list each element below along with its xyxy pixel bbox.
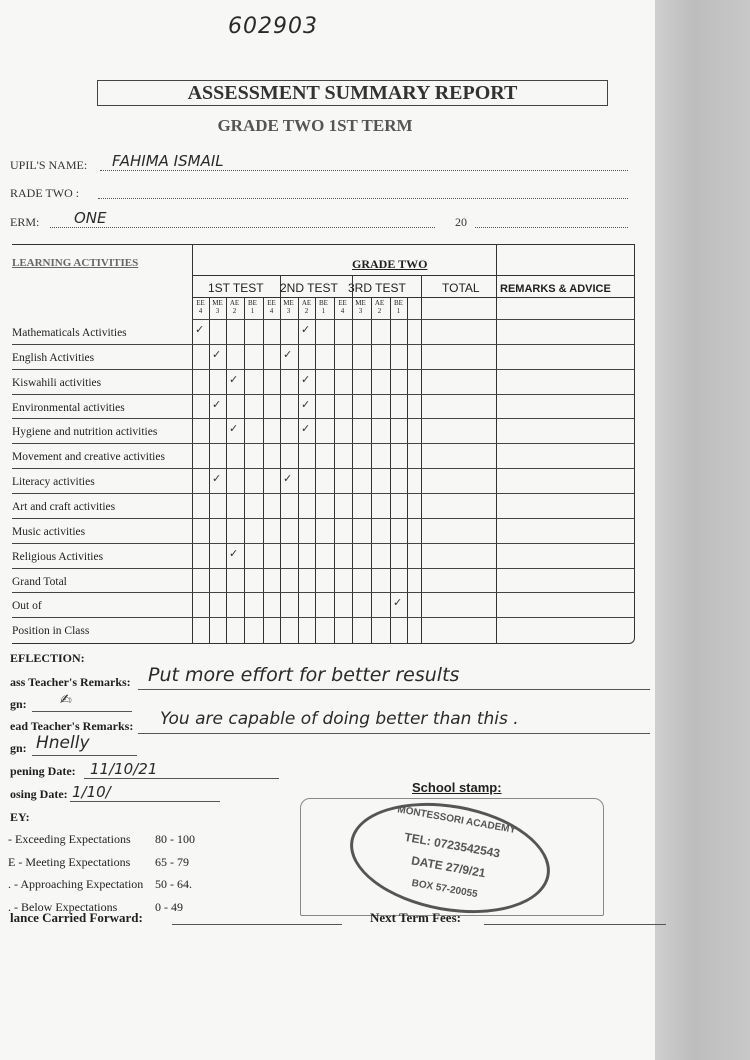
opening-date-line xyxy=(84,778,279,779)
opening-date-label: pening Date: xyxy=(10,764,76,778)
sub-code-label: BE xyxy=(319,299,328,307)
head-teacher-remarks-label: ead Teacher's Remarks: xyxy=(10,719,134,733)
tick-mark-icon: ✓ xyxy=(212,397,222,411)
grid-vline-sub-9 xyxy=(371,297,372,643)
next-term-fees-line xyxy=(484,924,666,925)
stamp-box xyxy=(300,798,604,916)
tick-mark-icon: ✓ xyxy=(301,422,311,436)
sub-code-label: ME xyxy=(355,299,366,307)
sub-code-number: 2 xyxy=(232,307,237,315)
sub-code-6 xyxy=(298,299,315,315)
activity-label: English Activities xyxy=(12,351,95,364)
activity-label: Literacy activities xyxy=(12,476,95,489)
school-stamp-label: School stamp: xyxy=(412,780,502,795)
sub-code-7 xyxy=(315,299,332,315)
tick-mark-icon: ✓ xyxy=(212,472,222,486)
grid-vline-sub-0 xyxy=(209,297,210,643)
term-value: ONE xyxy=(74,209,107,227)
tick-mark-icon: ✓ xyxy=(393,596,403,610)
grid-hline-tests xyxy=(192,297,634,298)
sign-2-signature: Hnelly xyxy=(36,733,90,753)
tick-mark-icon: ✓ xyxy=(301,323,311,336)
year-label: 20 xyxy=(455,215,467,229)
activity-label: Grand Total xyxy=(12,575,67,588)
grid-row-line-8 xyxy=(12,518,634,519)
grid-vline-sub-6 xyxy=(315,297,316,643)
sub-code-label: EE xyxy=(267,299,276,307)
document-number: 602903 xyxy=(228,14,318,39)
grid-vline-sub-2 xyxy=(244,297,245,643)
tick-mark-icon: ✓ xyxy=(301,397,311,411)
activity-label: Religious Activities xyxy=(12,550,104,563)
sign-1-line xyxy=(32,711,132,712)
stamp-box-number: BOX 57-20055 xyxy=(410,877,479,901)
sub-code-10 xyxy=(371,299,388,315)
grid-row-line-3 xyxy=(12,394,634,395)
activity-label: Music activities xyxy=(12,525,86,538)
grid-row-line-7 xyxy=(12,493,634,494)
pupil-name-value: FAHIMA ISMAIL xyxy=(112,152,224,170)
grade-line xyxy=(98,198,628,199)
sub-code-1 xyxy=(209,299,226,315)
grid-vline-sub-5 xyxy=(298,297,299,643)
key-label: EY: xyxy=(10,810,30,824)
closing-date-value: 1/10/ xyxy=(72,783,111,801)
sub-code-number: 1 xyxy=(250,307,255,315)
key-item-range: 0 - 49 xyxy=(155,899,183,914)
sign-1-signature: ✍ xyxy=(60,692,72,708)
sign-2-label: gn: xyxy=(10,741,27,755)
stamp-phone: TEL: 0723542543 xyxy=(403,829,502,861)
term-line xyxy=(50,227,435,228)
year-line xyxy=(475,227,628,228)
sub-code-label: BE xyxy=(248,299,257,307)
report-title: ASSESSMENT SUMMARY REPORT xyxy=(97,80,608,106)
report-subtitle: GRADE TWO 1ST TERM xyxy=(217,116,413,135)
grid-vline-sub-1 xyxy=(226,297,227,643)
grid-row-line-4 xyxy=(12,418,634,419)
tick-mark-icon: ✓ xyxy=(301,372,311,386)
term-label: ERM: xyxy=(10,215,40,229)
key-item-label: . - Below Expectations xyxy=(8,899,118,914)
activity-label: Environmental activities xyxy=(12,401,125,414)
grid-vline-sub-3 xyxy=(263,297,264,643)
stamp-school-name: MONTESSORI ACADEMY xyxy=(396,804,517,836)
sign-2-line xyxy=(32,755,137,756)
closing-date-line xyxy=(70,801,220,802)
grid-vline-sub-7 xyxy=(334,297,335,643)
key-item-range: 65 - 79 xyxy=(155,854,189,869)
sub-code-0 xyxy=(192,299,209,315)
grid-row-line-5 xyxy=(12,443,634,444)
class-teacher-remarks-label: ass Teacher's Remarks: xyxy=(10,675,131,689)
sub-code-9 xyxy=(352,299,369,315)
class-teacher-remarks-line xyxy=(138,689,650,690)
sub-code-label: AE xyxy=(374,299,385,307)
sub-code-number: 4 xyxy=(340,307,345,315)
tick-mark-icon: ✓ xyxy=(229,546,239,560)
pupil-name-label: UPIL'S NAME: xyxy=(10,158,88,172)
sub-code-number: 2 xyxy=(304,307,309,315)
grid-vline-test-sep-1 xyxy=(352,275,353,643)
page-edge-shadow xyxy=(655,0,750,1060)
sub-code-number: 4 xyxy=(198,307,203,315)
activity-label: Mathematicals Activities xyxy=(12,327,127,339)
stamp-date: DATE 27/9/21 xyxy=(410,853,487,881)
head-teacher-remarks-value: You are capable of doing better than this . xyxy=(160,709,519,729)
key-item-label: - Exceeding Expectations xyxy=(8,832,131,846)
activity-label: Movement and creative activities xyxy=(12,451,165,464)
opening-date-value: 11/10/21 xyxy=(90,760,158,778)
grid-row-line-12 xyxy=(12,617,634,618)
sub-code-2 xyxy=(226,299,243,315)
grid-row-line-2 xyxy=(12,369,634,370)
head-teacher-remarks-line xyxy=(138,733,650,734)
grade-two-header: GRADE TWO xyxy=(352,257,428,271)
sub-code-label: AE xyxy=(229,299,240,307)
activity-label: Art and craft activities xyxy=(12,500,116,513)
total-header: TOTAL xyxy=(442,281,480,295)
tick-mark-icon: ✓ xyxy=(229,372,239,386)
assessment-table xyxy=(12,244,635,644)
tick-mark-icon: ✓ xyxy=(283,472,293,486)
sub-code-number: 1 xyxy=(321,307,326,315)
sub-code-label: EE xyxy=(338,299,347,307)
sub-code-label: BE xyxy=(394,299,403,307)
class-teacher-remarks-value: Put more effort for better results xyxy=(148,664,460,686)
sub-code-number: 3 xyxy=(358,307,363,315)
grid-row-line-6 xyxy=(12,468,634,469)
activities-header: LEARNING ACTIVITIES xyxy=(12,257,139,269)
reflection-label: EFLECTION: xyxy=(10,651,85,665)
test-header-2: 2ND TEST xyxy=(280,281,338,295)
grid-row-line-9 xyxy=(12,543,634,544)
sub-code-11 xyxy=(390,299,407,315)
balance-carried-forward-label: lance Carried Forward: xyxy=(10,910,143,925)
tick-mark-icon: ✓ xyxy=(283,347,293,361)
activity-label: Kiswahili activities xyxy=(12,376,102,389)
grid-vline-sub-10 xyxy=(390,297,391,643)
sub-code-8 xyxy=(334,299,351,315)
key-item-range: 80 - 100 xyxy=(155,832,195,846)
key-item-label: . - Approaching Expectation xyxy=(8,877,144,891)
grid-vline-sub-11 xyxy=(407,297,408,643)
grid-vline-total xyxy=(421,275,422,643)
grid-row-line-0 xyxy=(192,319,634,320)
grid-row-line-11 xyxy=(12,592,634,593)
remarks-header: REMARKS & ADVICE xyxy=(500,283,611,295)
sub-code-number: 3 xyxy=(215,307,220,315)
sub-code-number: 4 xyxy=(269,307,274,315)
sub-code-number: 3 xyxy=(286,307,291,315)
activity-label: Hygiene and nutrition activities xyxy=(12,426,158,439)
balance-line xyxy=(172,924,342,925)
school-stamp xyxy=(341,788,558,927)
grade-label: RADE TWO : xyxy=(10,186,80,200)
test-header-1: 1ST TEST xyxy=(208,281,264,295)
pupil-name-line xyxy=(100,170,628,171)
test-header-3: 3RD TEST xyxy=(348,281,406,295)
sub-code-3 xyxy=(244,299,261,315)
sign-1-label: gn: xyxy=(10,697,27,711)
grid-hline-grade xyxy=(192,275,634,276)
key-item-label: E - Meeting Expectations xyxy=(8,854,131,869)
sub-code-label: ME xyxy=(212,299,223,307)
tick-mark-icon: ✓ xyxy=(229,422,239,436)
next-term-fees-label: Next Term Fees: xyxy=(370,910,461,925)
sub-code-number: 1 xyxy=(396,307,401,315)
closing-date-label: osing Date: xyxy=(10,787,68,801)
sub-code-5 xyxy=(280,299,297,315)
sub-code-label: EE xyxy=(196,299,205,307)
tick-mark-icon: ✓ xyxy=(212,347,222,361)
activity-label: Out of xyxy=(12,600,42,613)
activity-label: Position in Class xyxy=(12,625,90,638)
grid-row-line-10 xyxy=(12,568,634,569)
tick-mark-icon: ✓ xyxy=(195,323,205,336)
sub-code-4 xyxy=(263,299,280,315)
sub-code-number: 2 xyxy=(377,307,382,315)
sub-code-label: ME xyxy=(283,299,294,307)
grid-row-line-1 xyxy=(12,344,634,345)
key-item-range: 50 - 64. xyxy=(155,877,192,891)
sub-code-label: AE xyxy=(301,299,312,307)
grid-vline-test-sep-0 xyxy=(280,275,281,643)
